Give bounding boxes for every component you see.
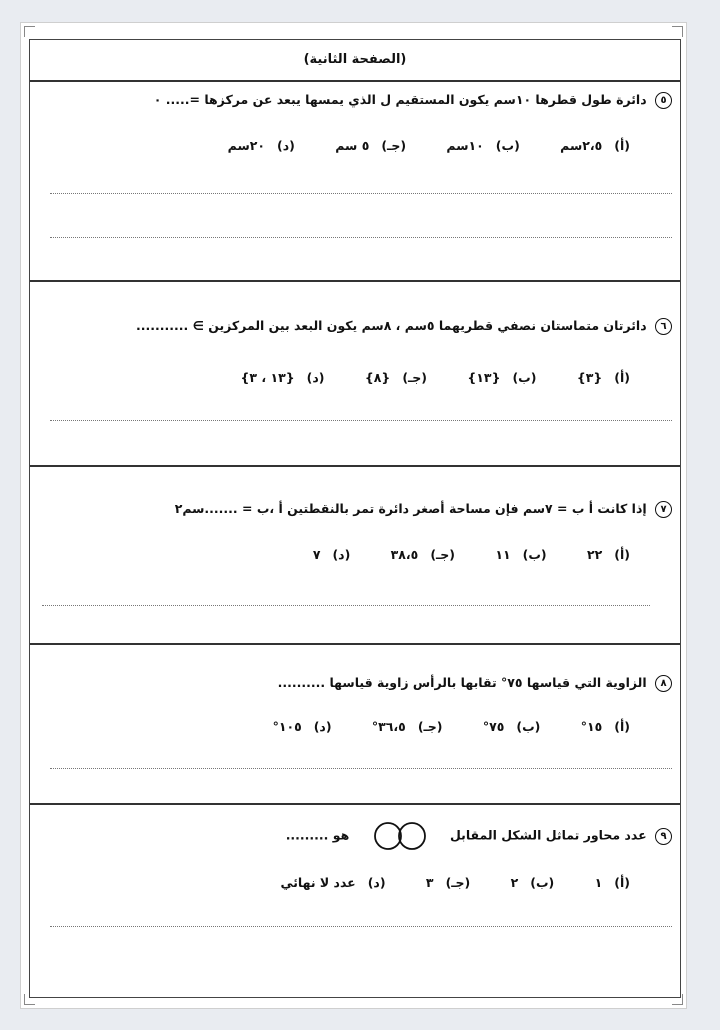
corner-mark: [672, 26, 683, 37]
option-a[interactable]: (أ)٢،٥سم: [560, 138, 630, 153]
question-5-section: [30, 80, 680, 282]
question-8-options: [237, 719, 630, 734]
option-d[interactable]: (د)١٠٥°: [272, 719, 332, 734]
question-stem: إذا كانت أ ب = ٧سم فإن مساحة أصغر دائرة تمر بالنقطتين أ ،ب = .......سم٢: [174, 501, 647, 516]
option-c[interactable]: (جـ)٥ سم: [335, 138, 407, 153]
answer-line[interactable]: [50, 193, 672, 194]
option-d[interactable]: (د)عدد لا نهائي: [280, 875, 386, 890]
question-8-text: [278, 675, 672, 692]
option-a[interactable]: (أ)٢٢: [587, 547, 630, 562]
option-b[interactable]: (ب)١١: [495, 547, 547, 562]
option-b[interactable]: (ب){١٣}: [467, 370, 537, 385]
question-6-section: [30, 280, 680, 467]
answer-line[interactable]: [50, 768, 672, 769]
worksheet-page: [20, 22, 687, 1009]
option-c[interactable]: (جـ)٣: [425, 875, 471, 890]
option-c[interactable]: (جـ){٨}: [364, 370, 428, 385]
question-stem: دائرة طول قطرها ١٠سم يكون المستقيم ل الذي يمسها يبعد عن مركزها =..... ٠: [153, 92, 647, 107]
question-6-options: [204, 370, 630, 385]
question-stem: عدد محاور تماثل الشكل المقابل: [450, 827, 647, 843]
question-number-badge: ٨: [655, 675, 672, 692]
option-d[interactable]: (د)٧: [312, 547, 351, 562]
question-number-badge: ٧: [655, 501, 672, 518]
question-number-badge: ٦: [655, 318, 672, 335]
question-7-text: [175, 501, 672, 518]
question-9-text: [286, 821, 672, 851]
questions-frame: [29, 39, 681, 998]
option-b[interactable]: (ب)٧٥°: [482, 719, 541, 734]
question-number-badge: ٩: [655, 828, 672, 845]
option-b[interactable]: (ب)٢: [510, 875, 555, 890]
corner-mark: [24, 26, 35, 37]
question-7-section: [30, 465, 680, 645]
two-circles-figure: [368, 821, 432, 851]
option-d[interactable]: (د)٢٠سم: [227, 138, 295, 153]
option-a[interactable]: (أ)١: [594, 875, 630, 890]
question-5-options: [192, 138, 630, 153]
question-9-section: [30, 803, 680, 997]
question-number-badge: ٥: [655, 92, 672, 109]
answer-line[interactable]: [50, 237, 672, 238]
option-a[interactable]: (أ)١٥°: [580, 719, 630, 734]
page-title: (الصفحة الثانية): [30, 40, 680, 82]
answer-line[interactable]: [42, 605, 650, 606]
question-7-options: [277, 547, 630, 562]
answer-line[interactable]: [50, 420, 672, 421]
option-a[interactable]: (أ){٣}: [576, 370, 630, 385]
option-b[interactable]: (ب)١٠سم: [446, 138, 520, 153]
option-c[interactable]: (جـ)٣٨،٥: [390, 547, 456, 562]
option-d[interactable]: (د){١٣ ، ٣}: [240, 370, 325, 385]
question-9-options: [245, 875, 630, 890]
question-stem: دائرتان متماستان نصفي قطريهما ٥سم ، ٨سم يكون البعد بين المركزين ∋ ...........: [136, 318, 647, 333]
answer-line[interactable]: [50, 926, 672, 927]
question-8-section: [30, 643, 680, 805]
question-5-text: [154, 92, 672, 109]
question-6-text: [136, 318, 672, 335]
question-stem-tail: هو .........: [285, 827, 350, 843]
question-stem: الزاوية التي قياسها ٧٥° تقابها بالرأس زاوية قياسها ..........: [277, 675, 647, 690]
option-c[interactable]: (جـ)٣٦،٥°: [371, 719, 443, 734]
